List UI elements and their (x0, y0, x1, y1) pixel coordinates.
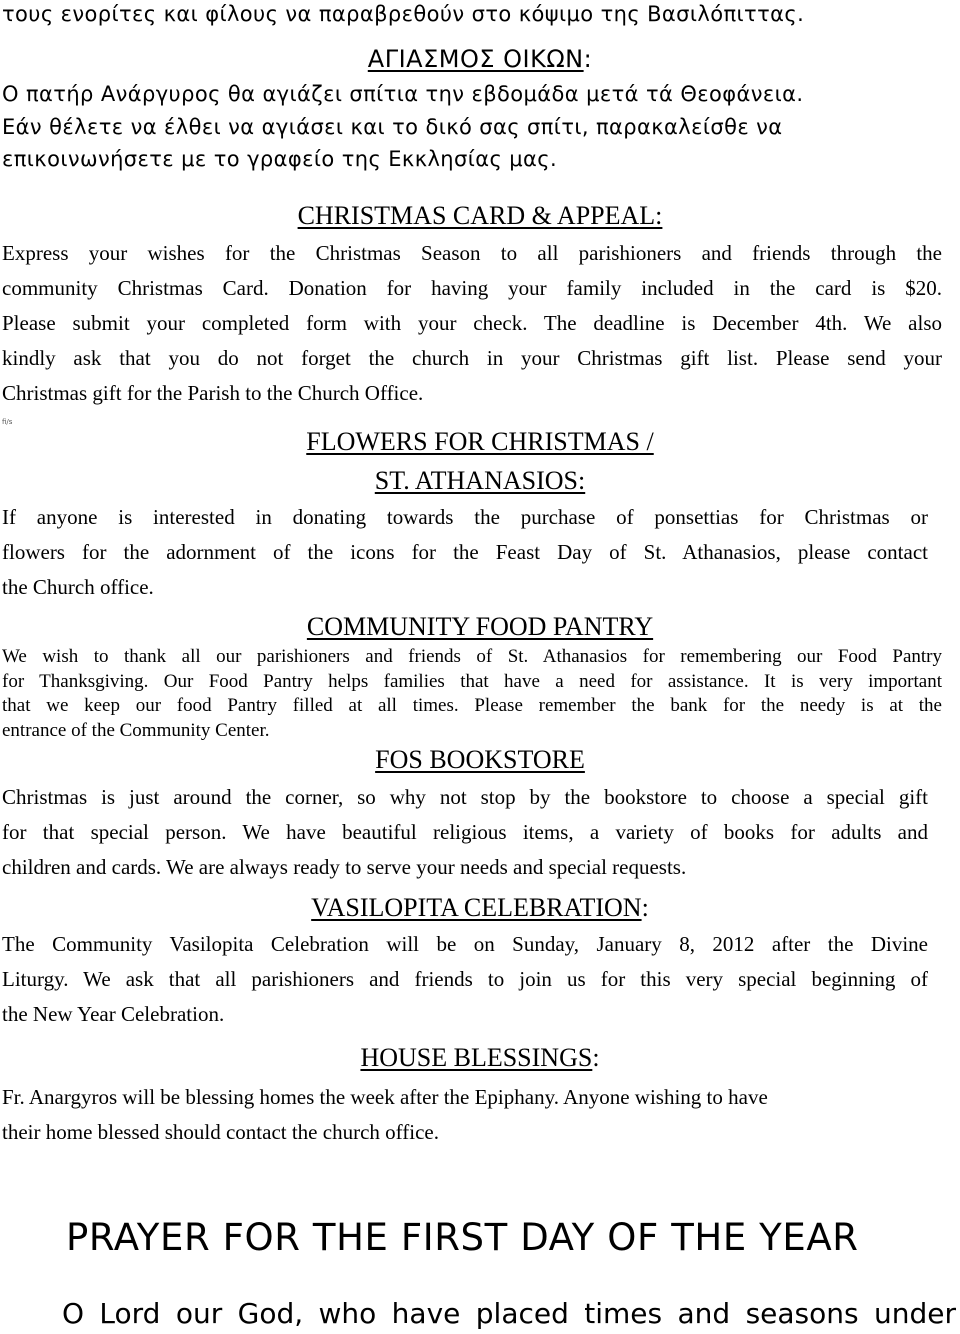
vasilopita-line: The Community Vasilopita Celebration will be on Sunday, January 8, 2012 after the Divine (2, 932, 928, 956)
vasilopita-heading (0, 893, 960, 923)
food-pantry-line: that we keep our food Pantry filled at all times. Please remember the bank for the needy is at the (2, 695, 942, 716)
stray-mark: fi/s (2, 418, 13, 426)
christmas-card-line: Express your wishes for the Christmas Season to all parishioners and friends through the (2, 241, 942, 265)
greek-intro-line: τους ενορίτες και φίλους να παραβρεθούν στο κόψιμο της Βασιλόπιττας. (2, 2, 805, 26)
flowers-line: the Church office. (2, 575, 154, 599)
house-blessings-heading-colon: : (592, 1043, 600, 1072)
christmas-card-body (2, 236, 942, 411)
christmas-card-line: community Christmas Card. Donation for having your family included in the card is $20. (2, 276, 942, 300)
food-pantry-heading (0, 612, 960, 642)
greek-heading-colon: : (583, 45, 593, 73)
greek-line-3: Εάν θέλετε να έλθει να αγιάσει και το δικό σας σπίτι, παρακαλείσθε να (2, 115, 783, 139)
house-blessings-greek-heading (0, 45, 960, 73)
bookstore-line: children and cards. We are always ready to serve your needs and special requests. (2, 855, 687, 879)
house-blessings-line: their home blessed should contact the church office. (2, 1120, 439, 1144)
greek-heading-text: ΑΓΙΑΣΜΟΣ ΟΙΚΩΝ (367, 45, 584, 73)
flowers-line: If anyone is interested in donating towards the purchase of ponsettias for Christmas or (2, 505, 928, 529)
bookstore-line: Christmas is just around the corner, so why not stop by the bookstore to choose a special gift (2, 785, 928, 809)
house-blessings-body (2, 1080, 942, 1150)
food-pantry-heading-text: COMMUNITY FOOD PANTRY (306, 612, 654, 641)
greek-line-4: επικοινωνήσετε με το γραφείο της Εκκλησίας μας. (2, 147, 558, 171)
bookstore-body (2, 780, 928, 885)
food-pantry-line: for Thanksgiving. Our Food Pantry helps families that have a need for assistance. It is very important (2, 670, 942, 692)
vasilopita-heading-colon: : (641, 893, 649, 922)
christmas-card-line: Please submit your completed form with your check. The deadline is December 4th. We also (2, 311, 942, 335)
food-pantry-line: We wish to thank all our parishioners and friends of St. Athanasios for remembering our Food Pantry (2, 646, 942, 667)
bookstore-line: for that special person. We have beautiful religious items, a variety of books for adults and (2, 820, 928, 844)
christmas-card-heading-text: CHRISTMAS CARD & APPEAL: (297, 201, 663, 230)
flowers-heading-line-2 (0, 466, 960, 496)
christmas-card-line: Christmas gift for the Parish to the Church Office. (2, 381, 424, 405)
prayer-text: O Lord our God, who have placed times and seasons under (62, 1297, 956, 1330)
vasilopita-body (2, 927, 928, 1032)
vasilopita-heading-text: VASILOPITA CELEBRATION (311, 893, 642, 922)
food-pantry-line: entrance of the Community Center. (2, 719, 270, 741)
bookstore-heading (0, 745, 960, 775)
flowers-body (2, 500, 928, 605)
house-blessings-heading-text: HOUSE BLESSINGS (360, 1043, 593, 1072)
flowers-line: flowers for the adornment of the icons for the Feast Day of St. Athanasios, please contact (2, 540, 928, 564)
vasilopita-line: the New Year Celebration. (2, 1002, 225, 1026)
flowers-heading-text-2: ST. ATHANASIOS: (374, 466, 586, 495)
flowers-heading-text-1: FLOWERS FOR CHRISTMAS / (306, 427, 654, 456)
christmas-card-line: kindly ask that you do not forget the church in your Christmas gift list. Please send your (2, 346, 942, 370)
house-blessings-line: Fr. Anargyros will be blessing homes the week after the Epiphany. Anyone wishing to have (2, 1085, 768, 1109)
greek-line-2: Ο πατήρ Ανάργυρος θα αγιάζει σπίτια την εβδομάδα μετά τά Θεοφάνεια. (2, 82, 804, 106)
christmas-card-heading (0, 201, 960, 231)
house-blessings-heading (0, 1043, 960, 1073)
prayer-title: PRAYER FOR THE FIRST DAY OF THE YEAR (66, 1216, 859, 1259)
flowers-heading-line-1 (0, 427, 960, 457)
vasilopita-line: Liturgy. We ask that all parishioners and friends to join us for this very special beginning of (2, 967, 928, 991)
bookstore-heading-text: FOS BOOKSTORE (375, 745, 585, 774)
food-pantry-body (2, 645, 942, 743)
